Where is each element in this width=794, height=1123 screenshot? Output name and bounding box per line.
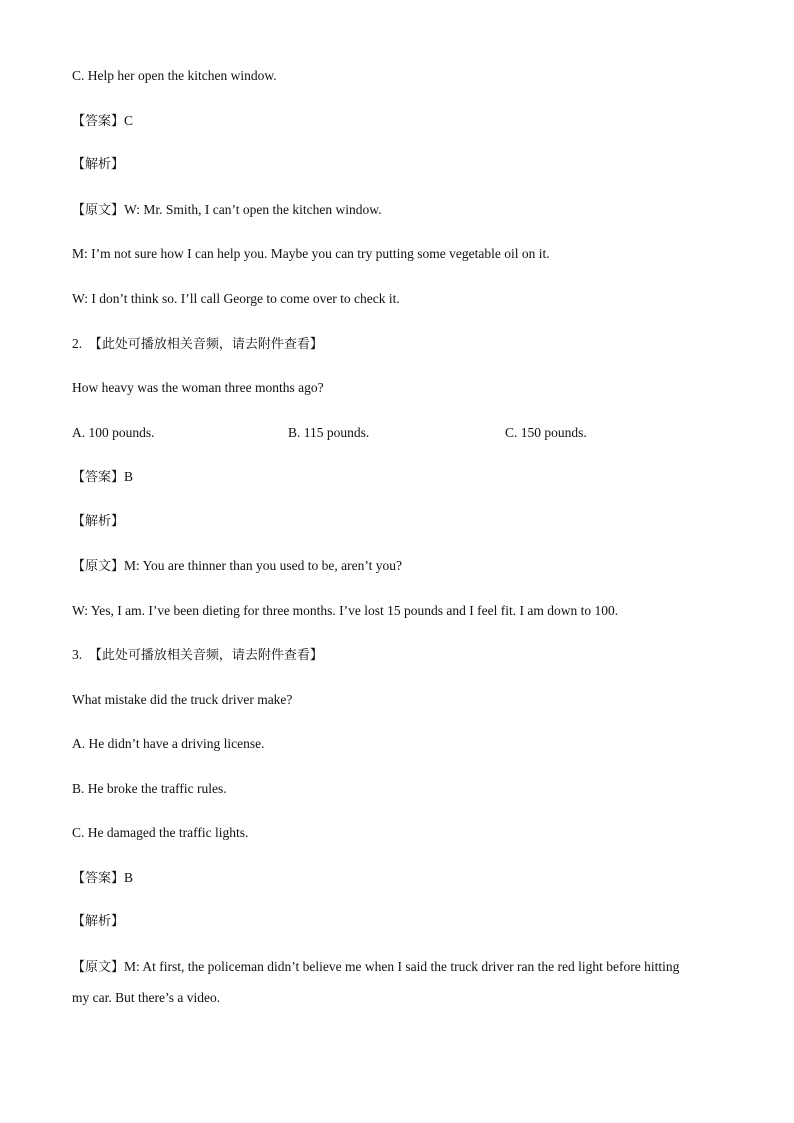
audio-note: 【此处可播放相关音频，请去附件查看】	[88, 648, 323, 663]
q1-analysis-label: 【解析】	[72, 157, 125, 172]
answer-label: 【答案】	[72, 114, 125, 129]
q2-heading	[72, 335, 323, 354]
q3-answer	[72, 869, 133, 888]
answer-value: B	[124, 469, 134, 484]
transcript-text: M: At first, the policeman didn’t believe me when I said the truck driver ran the red light before hitting	[124, 959, 680, 974]
q3-question: What mistake did the truck driver make?	[72, 692, 293, 707]
q3-transcript-line-2: my car. But there’s a video.	[72, 990, 221, 1005]
answer-label: 【答案】	[72, 871, 125, 886]
q2-question: How heavy was the woman three months ago?	[72, 380, 324, 395]
q1-transcript-line-3: W: I don’t think so. I’ll call George to come over to check it.	[72, 291, 400, 306]
q3-transcript-line-1	[72, 958, 679, 977]
answer-value: C	[124, 113, 134, 128]
q2-option-c: C. 150 pounds.	[505, 425, 587, 440]
q3-option-a: A. He didn’t have a driving license.	[72, 736, 265, 751]
question-number: 2.	[72, 336, 83, 351]
q1-transcript-line-1	[72, 201, 381, 220]
question-number: 3.	[72, 647, 83, 662]
audio-note: 【此处可播放相关音频，请去附件查看】	[88, 337, 323, 352]
q2-transcript-line-2: W: Yes, I am. I’ve been dieting for three months. I’ve lost 15 pounds and I feel fit. I am down to 100.	[72, 603, 619, 618]
q2-option-b: B. 115 pounds.	[288, 425, 370, 440]
q2-answer	[72, 468, 133, 487]
q2-analysis-label: 【解析】	[72, 514, 125, 529]
transcript-label: 【原文】	[72, 960, 125, 975]
answer-label: 【答案】	[72, 470, 125, 485]
transcript-label: 【原文】	[72, 203, 125, 218]
q1-answer	[72, 112, 133, 131]
transcript-text: W: Mr. Smith, I can’t open the kitchen window.	[124, 202, 382, 217]
transcript-text: M: You are thinner than you used to be, aren’t you?	[124, 558, 402, 573]
q1-transcript-line-2: M: I’m not sure how I can help you. Maybe you can try putting some vegetable oil on it.	[72, 246, 550, 261]
q3-analysis-label: 【解析】	[72, 914, 125, 929]
q3-heading	[72, 646, 323, 665]
q2-transcript-line-1	[72, 557, 402, 576]
q3-option-c: C. He damaged the traffic lights.	[72, 825, 249, 840]
q1-option-c: C. Help her open the kitchen window.	[72, 68, 277, 83]
transcript-label: 【原文】	[72, 559, 125, 574]
q3-option-b: B. He broke the traffic rules.	[72, 781, 227, 796]
q2-option-a: A. 100 pounds.	[72, 425, 155, 440]
answer-value: B	[124, 870, 134, 885]
